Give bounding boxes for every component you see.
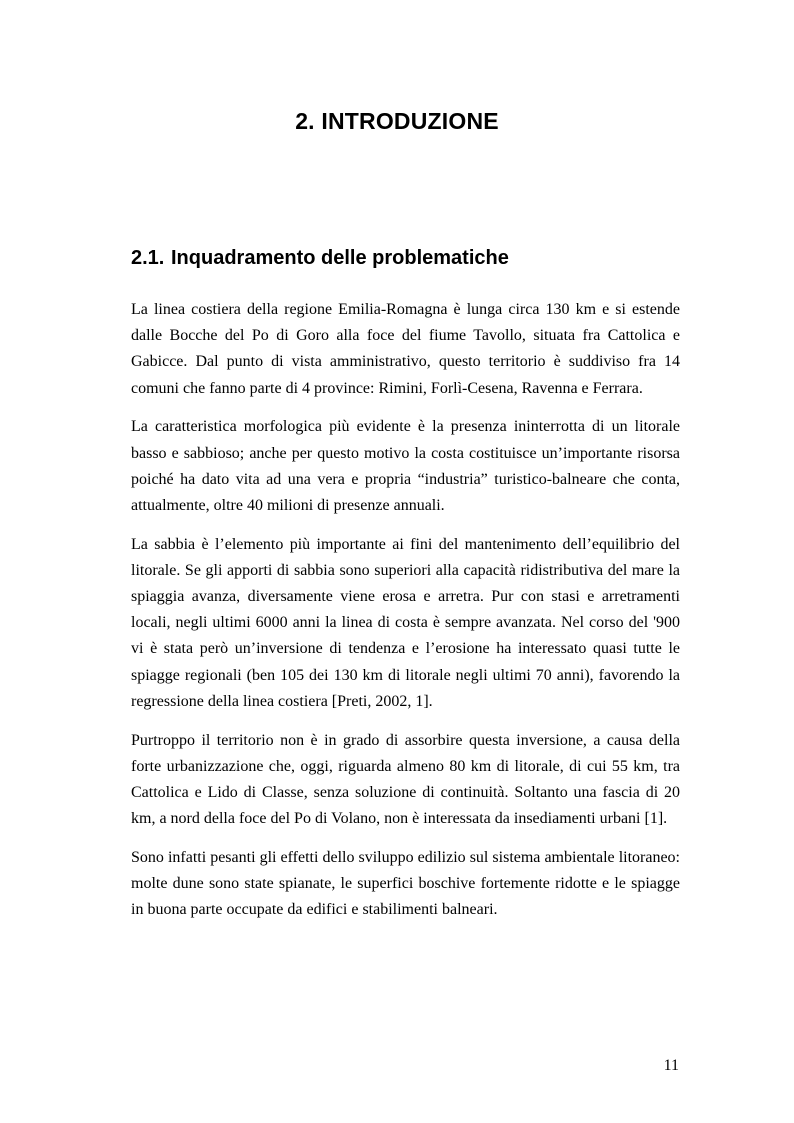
paragraph: La linea costiera della regione Emilia-Romagna è lunga circa 130 km e si estende dalle Bocche del Po di Goro alla foce del fiume Tavollo, situata fra Cattolica e Gabicce. Dal punto di vista amministrativo, questo territorio è suddiviso fra 14 comuni che fanno parte di 4 province: Rimini, Forlì-Cesena, Ravenna e Ferrara.	[131, 301, 680, 397]
paragraph: Purtroppo il territorio non è in grado di assorbire questa inversione, a causa della forte urbanizzazione che, oggi, riguarda almeno 80 km di litorale, di cui 55 km, tra Cattolica e Lido di Classe, senza soluzione di continuità. Soltanto una fascia di 20 km, a nord della foce del Po di Volano, non è interessata da insediamenti urbani [1].	[131, 731, 680, 828]
page-number: 11	[663, 1057, 679, 1074]
paragraph: La caratteristica morfologica più evidente è la presenza ininterrotta di un litorale basso e sabbioso; anche per questo motivo la costa costituisce un’importante risorsa poiché ha dato vita ad una vera e propria “industria” turistico-balneare che conta, attualmente, oltre 40 milioni di presenze annuali.	[131, 418, 680, 514]
section-heading	[131, 247, 509, 270]
paragraph: Sono infatti pesanti gli effetti dello sviluppo edilizio sul sistema ambientale litoraneo: molte dune sono state spianate, le superfici boschive fortemente ridotte e le spiagge in buona parte occupate da edifici e stabilimenti balneari.	[131, 848, 680, 919]
body-text	[131, 297, 680, 936]
chapter-title: 2. INTRODUZIONE	[295, 108, 499, 134]
section-title: Inquadramento delle problematiche	[171, 247, 509, 269]
paragraph: La sabbia è l’elemento più importante ai fini del mantenimento dell’equilibrio del litorale. Se gli apporti di sabbia sono superiori alla capacità ridistributiva del mare la spiaggia avanza, diversamente viene erosa e arretra. Pur con stasi e arretramenti locali, negli ultimi 6000 anni la linea di costa è sempre avanzata. Nel corso del '900 vi è stata però un’inversione di tendenza e l’erosione ha interessato quasi tutte le spiagge regionali (ben 105 dei 130 km di litorale negli ultimi 70 anni), favorendo la regressione della linea costiera [Preti, 2002, 1].	[131, 535, 680, 710]
section-number: 2.1.	[131, 247, 165, 269]
